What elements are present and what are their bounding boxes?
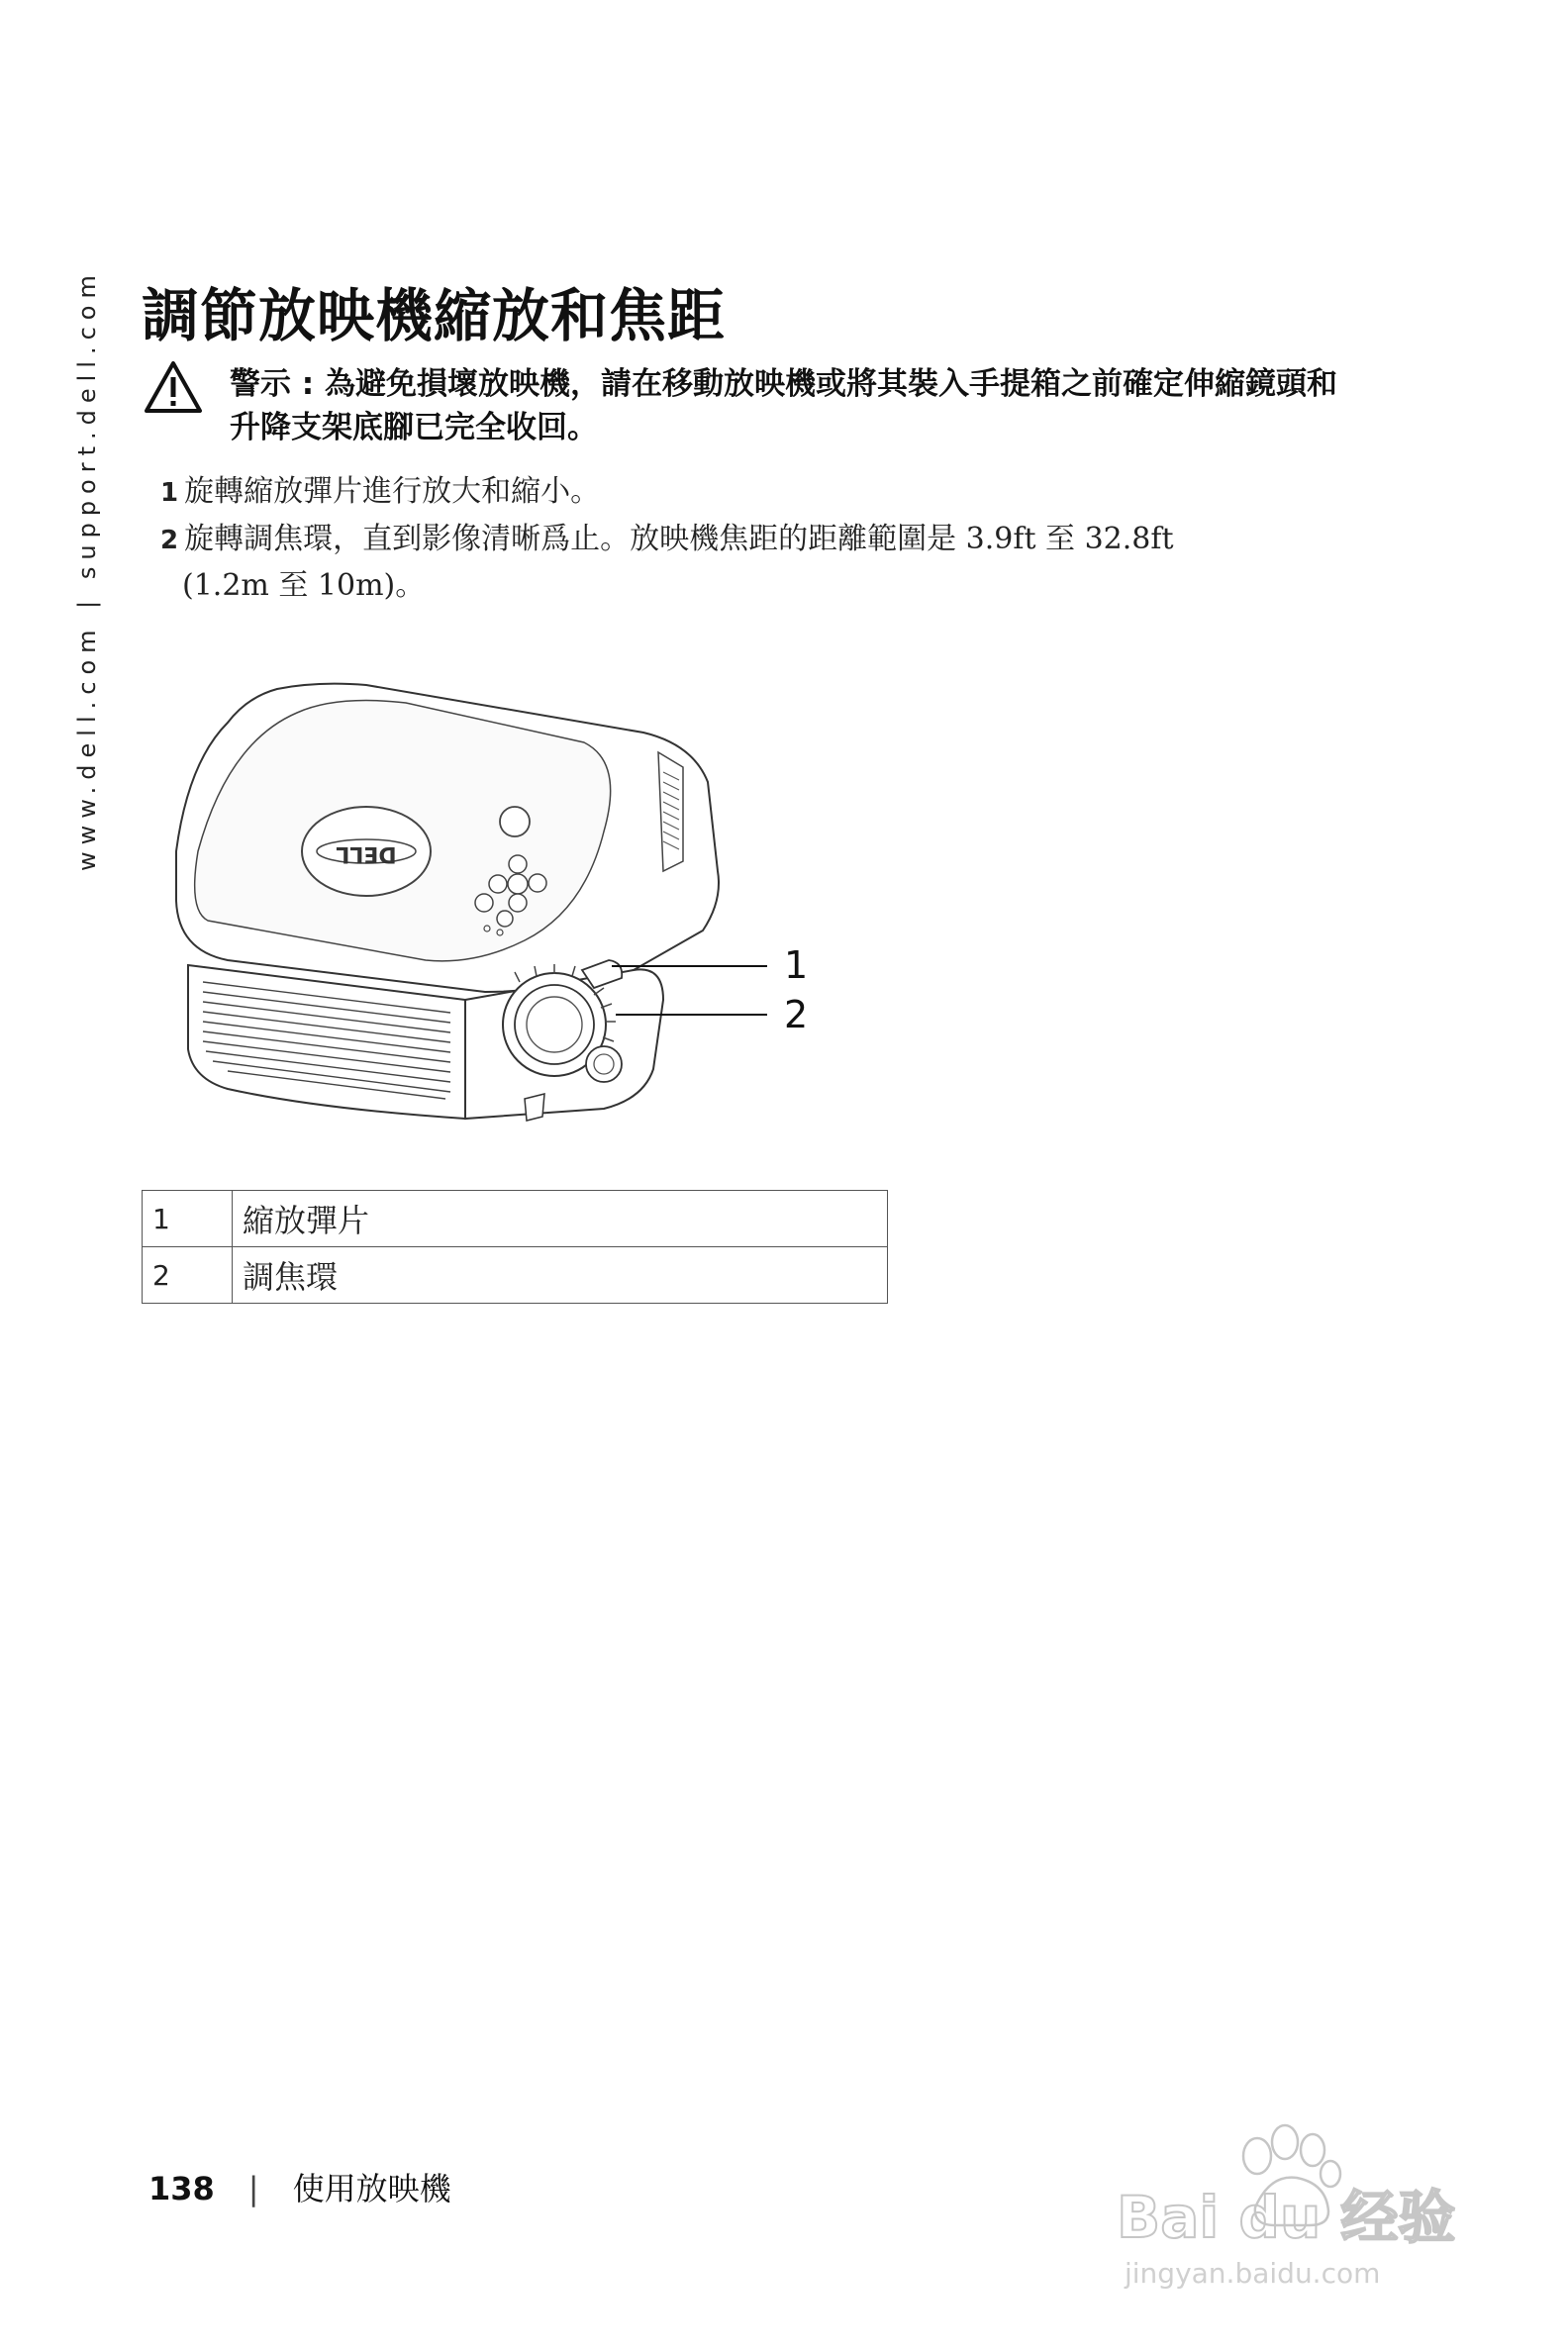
table-cell-label: 調焦環	[233, 1247, 888, 1304]
step-number: 2	[160, 526, 179, 555]
table-cell-number: 1	[143, 1191, 233, 1247]
footer-section: 使用放映機	[292, 2170, 451, 2207]
callout-2: 2	[784, 993, 809, 1036]
step-text: 旋轉縮放彈片進行放大和縮小。	[184, 474, 601, 509]
page-footer	[148, 2164, 451, 2209]
page-title: 調節放映機縮放和焦距	[142, 282, 727, 349]
step-number: 1	[160, 478, 179, 508]
table-cell-label: 縮放彈片	[233, 1191, 888, 1247]
warning-text: 警示 : 為避免損壞放映機，請在移動放映機或將其裝入手提箱之前確定伸縮鏡頭和升降支架底腳已完全收回。	[230, 366, 1337, 445]
dell-logo: DELL	[336, 841, 397, 866]
table-row	[143, 1247, 888, 1304]
step-text-continued: (1.2m 至 10m)。	[182, 568, 426, 603]
warning-triangle-icon	[144, 360, 203, 414]
legend-table	[142, 1190, 888, 1304]
footer-separator: |	[247, 2170, 259, 2207]
watermark-url: jingyan.baidu.com	[1125, 2257, 1381, 2290]
table-cell-number: 2	[143, 1247, 233, 1304]
projector-illustration	[168, 673, 841, 1138]
step-2	[160, 517, 1174, 609]
side-url: www.dell.com | support.dell.com	[73, 268, 101, 871]
page-number: 138	[148, 2170, 215, 2207]
baidu-watermark	[1107, 2099, 1463, 2297]
step-1	[160, 469, 600, 516]
table-row	[143, 1191, 888, 1247]
watermark-brand: Bai du 经验	[1117, 2184, 1456, 2251]
callout-1: 1	[784, 943, 809, 987]
step-text: 旋轉調焦環，直到影像清晰爲止。放映機焦距的距離範圍是 3.9ft 至 32.8ft	[184, 522, 1174, 556]
